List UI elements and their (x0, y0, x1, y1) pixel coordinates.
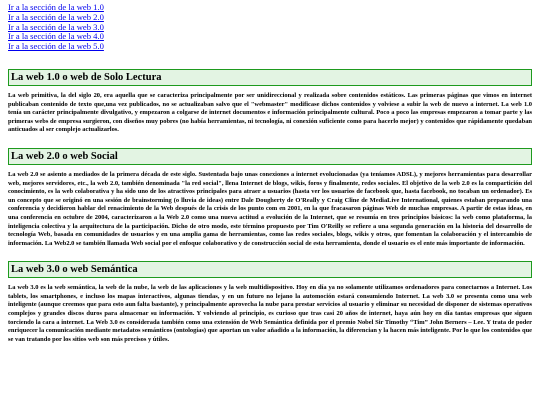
section-text-web-3: La web 3.0 es la web semántica, la web de la nube, la web de las aplicaciones y la web multidispositivo. Hoy en día ya no solamente utilizamos ordenadores para conectarnos a Internet. Los tablets, los smartphones, e incluso los mapas interactivos, algunas tiendas, y en un futuro no lejano la automoción estará consumiendo Internet. La web 3.0 se presenta como una web inteligente (aunque creemos que para esto aun falta bastante), y principalmente aprovecha la nube para prestar servicios al usuario y eliminar su necesidad de disponer de sistemas operativos complejos y grandes discos duros para almacenar su información. Y volviendo al principio, es curioso que tras casi 20 años de internet, haya aún hoy en día tantas empresas que siguen torciendo la cara a internet. La Web 3.0 es considerada también como una extensión de Web Semántica definida por el premio Nobel Sir Timothy “Tim” John Berners – Lee. Y trata de poder enriquecer la comunicación mediante metadatos semánticos (ontologías) que aportan un valor añadido a la información, la diferencian y la hacen más inteligente. Por lo que los contenidos que se van tratando por los sitios web son más precisos y útiles. (8, 284, 533, 343)
section-nav (8, 3, 532, 52)
section-title-web-2: La web 2.0 o web Social (8, 148, 532, 165)
section-text-web-1: La web primitiva, la del siglo 20, era aquella que se caracteriza principalmente por ser unidireccional y realizada sobre contenidos estáticos. Las primeras páginas que vimos en internet publicaban contenido de texto que,una vez publicados, no se actualizaban salvo que el "webmaster" modificase dichos contenidos y volviese a subir la web de nuevo a internet. La web 1.0 tenía un carácter principalmente divulgativo, y empezaron a colgarse de internet documentos e información principalmente cultural. Poco a poco las empresas empezaron a tomar parte y las primeras webs de empresa surgieron, con diseños muy pobres (no había herramientas, ni tecnología, ni conexión suficiente como para hacerlo mejor) y contenidos que rápidamente quedaban anticuados al ser complejo actualizarlos. (8, 91, 532, 134)
nav-link-web-5[interactable]: Ir a la sección de la web 5.0 (8, 41, 104, 52)
section-text-web-2: La web 2.0 se asiento a mediados de la primera década de este siglo. Sustentada bajo unas conexiones a internet evolucionadas (ya teníamos ADSL), y mejores herramientas para desarrollar web, mejores servidores, etc., la web 2.0, también denominada "la red social", llena Internet de blogs, wikis, foros y finalmente, redes sociales. El objetivo de la web 2.0 es la compartición del conocimiento, es la web colaborativa y ha sido uno de los atractivos principales para atraer a usuarios (hasta ver los usuarios de facebook que, hasta facebook, no tocaban un ordenador). Es un concepto que se originó en una sesión de brainstorming (o lluvia de ideas) entre Dale Dougherty de O'Really y Craig Cline de MediaLive International, quienes estaban preparando una conferencia y decidieron hablar del renacimiento de la Web después de la crisis de los punto com en 2001, en la que fracasaron páginas Web de muchas empresas. A partir de estas ideas, en una conferencia en octubre de 2004, caracterizaron a la Web 2.0 como una nueva actitud a evolución de la Internet, que se resumía en tres principios básicos: la web como plataforma, la inteligencia colectiva y la arquitectura de la participación. Dicho de otro modo, este término propuesto por Tim O'Reilly se refiere a una segunda generación en la historia del desarrollo de tecnología Web, basada en comunidades de usuarios y en una amplia gama de herramientas, como las redes sociales, blogs, wikis y otros, que fomentan la colaboración y el intercambio de información. La Web2.0 se también llamada Web social por el enfoque colaborativo y de construcción social de esta herramienta, donde el usuario es el ente más importante de información. (8, 170, 532, 247)
nav-link-web-4[interactable]: Ir a la sección de la web 4.0 (8, 31, 104, 42)
section-title-web-3: La web 3.0 o web Semántica (8, 261, 532, 278)
section-web-3 (8, 261, 532, 344)
nav-link-web-2[interactable]: Ir a la sección de la web 2.0 (8, 11, 104, 22)
section-web-2 (8, 148, 532, 248)
section-title-web-1: La web 1.0 o web de Solo Lectura (8, 69, 532, 86)
nav-link-web-3[interactable]: Ir a la sección de la web 3.0 (8, 21, 104, 32)
nav-link-web-1[interactable]: Ir a la sección de la web 1.0 (8, 2, 104, 12)
section-web-1 (8, 69, 532, 135)
